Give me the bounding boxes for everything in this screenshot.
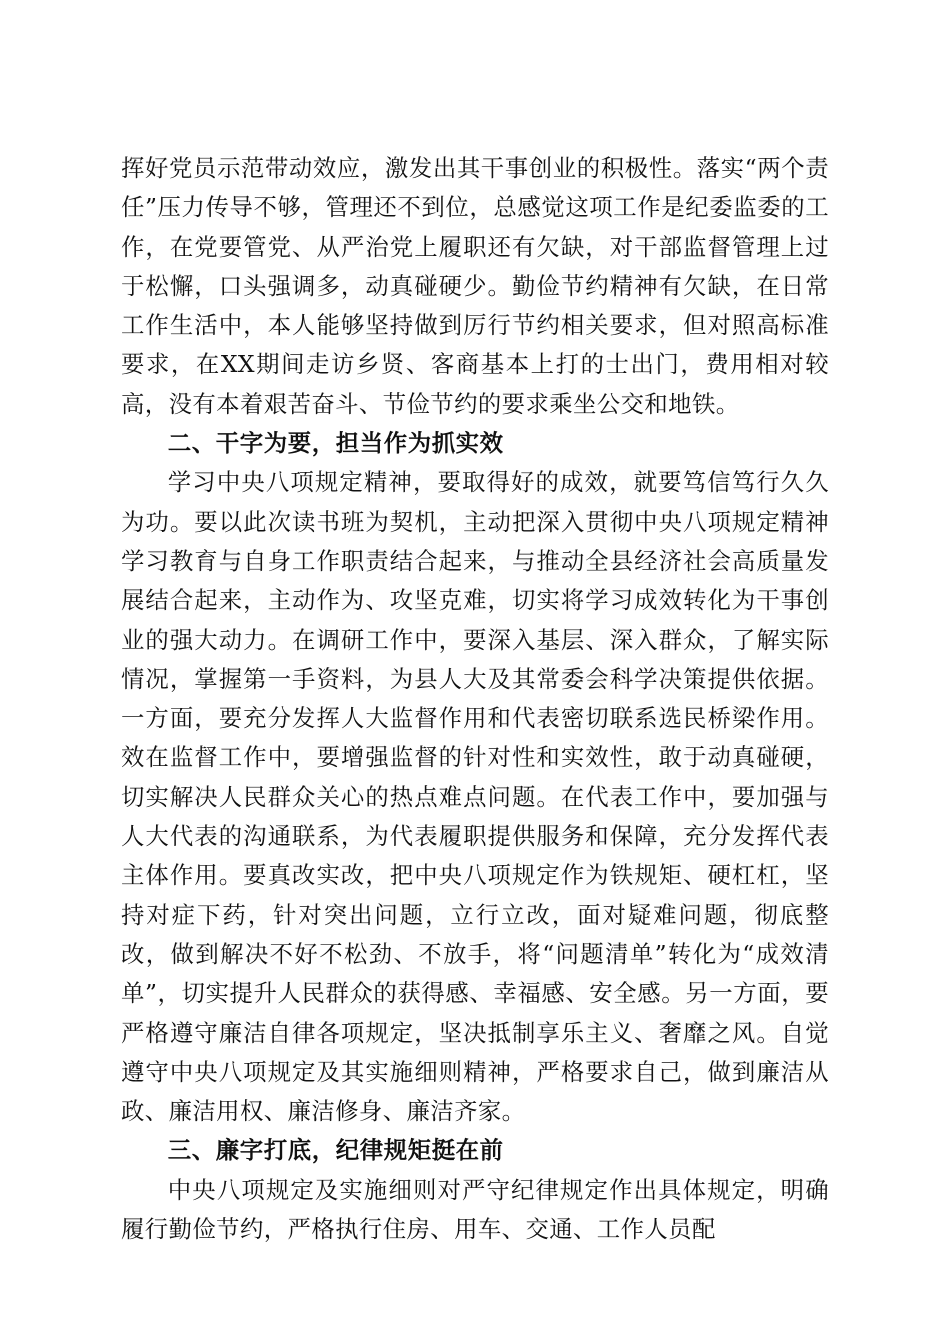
paragraph-continued: 挥好党员示范带动效应，激发出其干事创业的积极性。落实“两个责任”压力传导不够，管理还不到位，总感觉这项工作是纪委监委的工作，在党要管党、从严治党上履职还有欠缺，对干部监督管理上过于松懈，口头强调多，动真碰硬少。勤俭节约精神有欠缺，在日常工作生活中，本人能够坚持做到厉行节约相关要求，但对照高标准要求，在XX期间走访乡贤、客商基本上打的士出门，费用相对较高，没有本着艰苦奋斗、节俭节约的要求乘坐公交和地铁。 <box>121 154 829 418</box>
paragraph-section-2: 学习中央八项规定精神，要取得好的成效，就要笃信笃行久久为功。要以此次读书班为契机，主动把深入贯彻中央八项规定精神学习教育与自身工作职责结合起来，与推动全县经济社会高质量发展结合起来，主动作为、攻坚克难，切实将学习成效转化为干事创业的强大动力。在调研工作中，要深入基层、深入群众，了解实际情况，掌握第一手资料，为县人大及其常委会科学决策提供依据。一方面，要充分发挥人大监督作用和代表密切联系选民桥梁作用。效在监督工作中，要增强监督的针对性和实效性，敢于动真碰硬，切实解决人民群众关心的热点难点问题。在代表工作中，要加强与人大代表的沟通联系，为代表履职提供服务和保障，充分发挥代表主体作用。要真改实改，把中央八项规定作为铁规矩、硬杠杠，坚持对症下药，针对突出问题，立行立改，面对疑难问题，彻底整改，做到解决不好不松劲、不放手，将“问题清单”转化为“成效清单”，切实提升人民群众的获得感、幸福感、安全感。另一方面，要严格遵守廉洁自律各项规定，坚决抵制享乐主义、奢靡之风。自觉遵守中央八项规定及其实施细则精神，严格要求自己，做到廉洁从政、廉洁用权、廉洁修身、廉洁齐家。 <box>121 468 829 1126</box>
paragraph-section-3: 中央八项规定及实施细则对严守纪律规定作出具体规定，明确履行勤俭节约，严格执行住房、用车、交通、工作人员配 <box>121 1175 829 1244</box>
document-body <box>121 149 829 1249</box>
section-heading-3: 三、廉字打底，纪律规矩挺在前 <box>167 1136 504 1165</box>
section-heading-2: 二、干字为要，担当作为抓实效 <box>167 429 504 458</box>
